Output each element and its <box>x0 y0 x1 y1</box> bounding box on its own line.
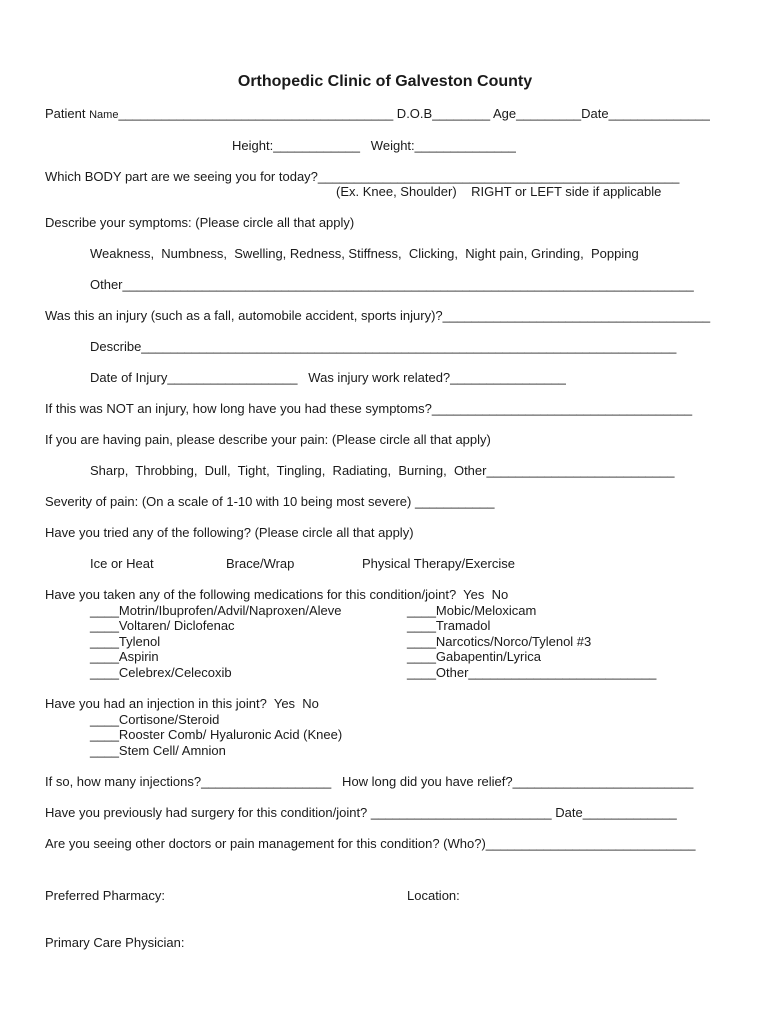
dob-label: D.O.B <box>393 106 433 121</box>
pharmacy-label: Preferred Pharmacy: <box>45 888 165 903</box>
medication-item[interactable]: ____Gabapentin/Lyrica <box>407 649 541 664</box>
pain-other-field[interactable]: __________________________ <box>486 463 675 478</box>
severity-field[interactable]: ___________ <box>414 494 495 509</box>
injury-date-field[interactable]: __________________ <box>167 370 298 385</box>
medication-item[interactable]: ____Narcotics/Norco/Tylenol #3 <box>407 634 592 649</box>
injection-item[interactable]: ____Stem Cell/ Amnion <box>90 743 226 758</box>
dob-field[interactable]: ________ <box>432 106 491 121</box>
injury-field[interactable]: _____________________________________ <box>442 308 711 323</box>
relief-field[interactable]: _________________________ <box>512 774 694 789</box>
not-injury-question: If this was NOT an injury, how long have you had these symptoms? <box>45 401 432 416</box>
other-doctors-question: Are you seeing other doctors or pain management for this condition? (Who?) <box>45 836 486 851</box>
body-part-row <box>45 169 679 185</box>
surgery-date-field[interactable]: _____________ <box>582 805 677 820</box>
form-title: Orthopedic Clinic of Galveston County <box>237 73 533 90</box>
other-doctors-row <box>45 836 695 852</box>
treatment-option-pt[interactable]: Physical Therapy/Exercise <box>362 556 515 571</box>
injection-item[interactable]: ____Rooster Comb/ Hyaluronic Acid (Knee) <box>90 727 343 742</box>
treatment-option-ice-heat[interactable]: Ice or Heat <box>90 556 154 571</box>
injury-date-row <box>90 370 566 386</box>
date-label: Date <box>581 106 609 121</box>
name-field[interactable]: ______________________________________ <box>118 106 394 121</box>
medication-item[interactable]: ____Mobic/Meloxicam <box>407 603 537 618</box>
body-part-question: Which BODY part are we seeing you for today? <box>45 169 318 184</box>
injection-question: Have you had an injection in this joint? Yes No <box>45 696 319 711</box>
patient-label: Patient <box>45 106 90 121</box>
surgery-date-label: Date <box>551 805 583 820</box>
symptoms-question: Describe your symptoms: (Please circle all that apply) <box>45 215 355 230</box>
severity-question: Severity of pain: (On a scale of 1-10 with 10 being most severe) <box>45 494 415 509</box>
name-label: Name <box>89 109 119 121</box>
injection-count-field[interactable]: __________________ <box>201 774 332 789</box>
work-related-label: Was injury work related? <box>297 370 451 385</box>
pain-question: If you are having pain, please describe your pain: (Please circle all that apply) <box>45 432 491 447</box>
surgery-row <box>45 805 677 821</box>
work-related-field[interactable]: ________________ <box>450 370 566 385</box>
injection-count-row <box>45 774 693 790</box>
symptoms-other-label: Other <box>90 277 123 292</box>
other-doctors-field[interactable]: _____________________________ <box>485 836 696 851</box>
treatment-option-brace[interactable]: Brace/Wrap <box>226 556 295 571</box>
severity-row <box>45 494 495 510</box>
medication-item[interactable]: ____Celebrex/Celecoxib <box>90 665 232 680</box>
treatments-question: Have you tried any of the following? (Please circle all that apply) <box>45 525 414 540</box>
describe-label: Describe <box>90 339 142 354</box>
surgery-field[interactable]: _________________________ <box>370 805 552 820</box>
age-field[interactable]: _________ <box>516 106 582 121</box>
weight-label: Weight: <box>359 138 415 153</box>
injury-row <box>45 308 710 324</box>
injection-count-label: If so, how many injections? <box>45 774 202 789</box>
injection-item[interactable]: ____Cortisone/Steroid <box>90 712 220 727</box>
injury-date-label: Date of Injury <box>90 370 168 385</box>
patient-info-row <box>45 106 710 123</box>
height-field[interactable]: ____________ <box>273 138 360 153</box>
describe-field[interactable]: __________________________________________________________________________ <box>141 339 677 354</box>
symptoms-other-row <box>90 277 694 293</box>
height-label: Height: <box>232 138 274 153</box>
medication-item[interactable]: ____Tramadol <box>407 618 491 633</box>
not-injury-field[interactable]: ____________________________________ <box>431 401 693 416</box>
weight-field[interactable]: ______________ <box>414 138 516 153</box>
relief-label: How long did you have relief? <box>331 774 513 789</box>
body-part-hint: (Ex. Knee, Shoulder) RIGHT or LEFT side if applicable <box>336 184 662 199</box>
location-label: Location: <box>407 888 460 903</box>
injury-question: Was this an injury (such as a fall, automobile accident, sports injury)? <box>45 308 443 323</box>
medications-question: Have you taken any of the following medications for this condition/joint? Yes No <box>45 587 509 602</box>
pcp-label: Primary Care Physician: <box>45 935 185 950</box>
medication-item[interactable]: ____Aspirin <box>90 649 159 664</box>
age-label: Age <box>490 106 517 121</box>
medication-item[interactable]: ____Motrin/Ibuprofen/Advil/Naproxen/Aleve <box>90 603 342 618</box>
surgery-question: Have you previously had surgery for this condition/joint? <box>45 805 371 820</box>
medication-item[interactable]: ____Voltaren/ Diclofenac <box>90 618 235 633</box>
body-part-field[interactable]: __________________________________________________ <box>317 169 680 184</box>
pain-options[interactable]: Sharp, Throbbing, Dull, Tight, Tingling, Radiating, Burning, Other <box>90 463 487 478</box>
symptoms-other-field[interactable]: _______________________________________________________________________________ <box>122 277 694 292</box>
date-field[interactable]: ______________ <box>608 106 710 121</box>
not-injury-row <box>45 401 692 417</box>
height-weight-row <box>232 138 516 154</box>
medication-item[interactable]: ____Tylenol <box>90 634 161 649</box>
symptoms-options[interactable]: Weakness, Numbness, Swelling, Redness, Stiffness, Clicking, Night pain, Grinding, Popping <box>90 246 639 261</box>
pain-options-row <box>90 463 674 479</box>
medication-item[interactable]: ____Other__________________________ <box>407 665 657 680</box>
injury-describe-row <box>90 339 676 355</box>
